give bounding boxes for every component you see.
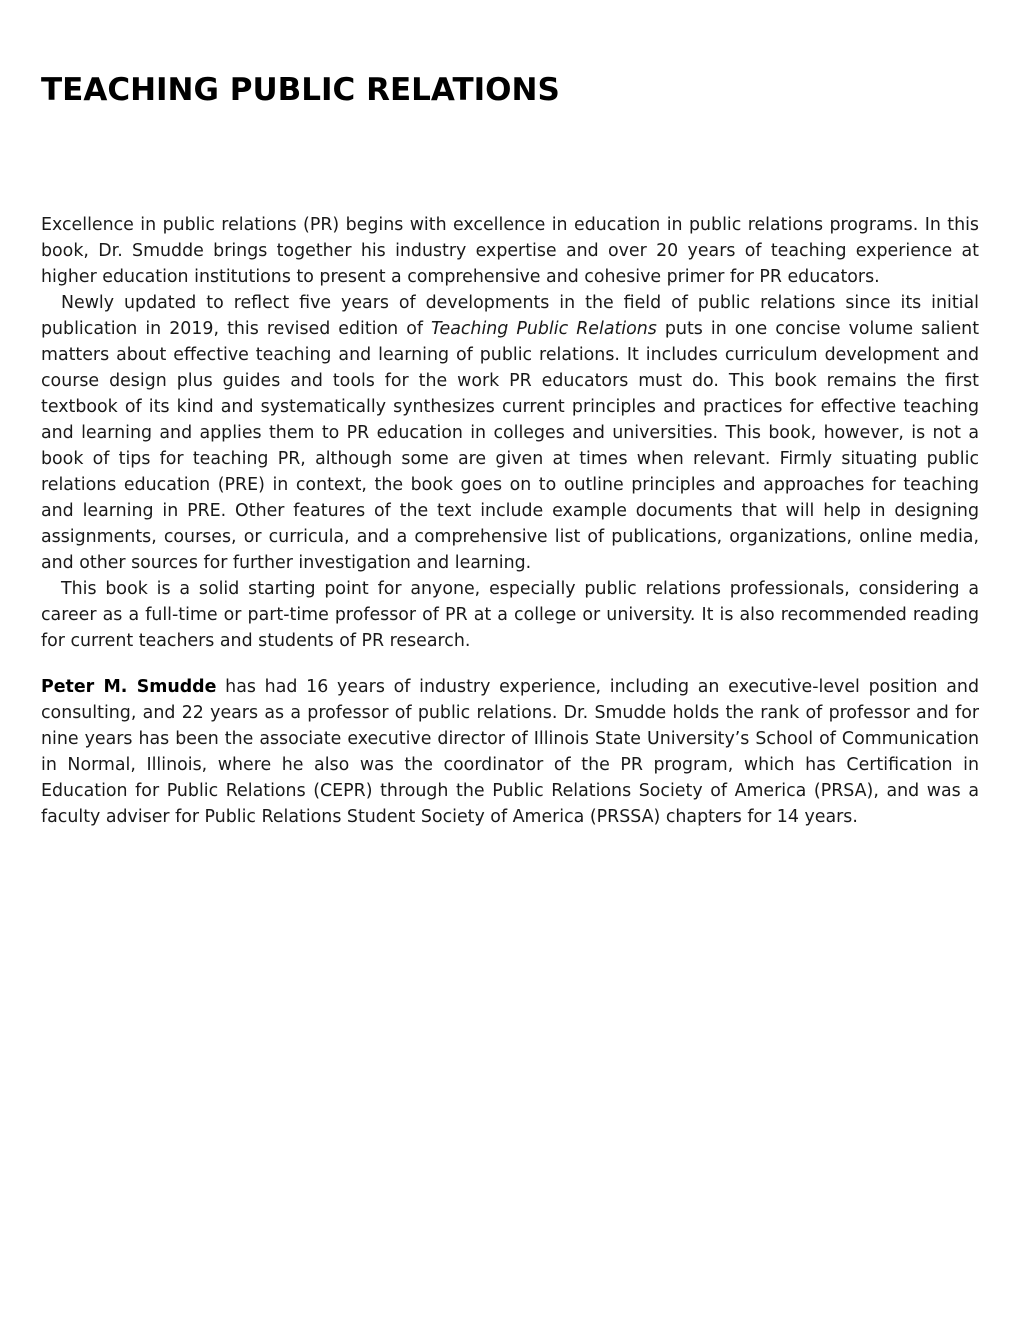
author-bio: [41, 674, 979, 830]
description-paragraph-3: This book is a solid starting point for anyone, especially public relations professionals, considering a career as a full-time or part-time professor of PR at a college or university. It is also recommended reading for current teachers and students of PR research.: [41, 579, 979, 651]
description-paragraph-2: [41, 290, 979, 576]
paragraph-2-lead-text: Newly updated to reflect five years of developments in the field of public relations since its initial publication in 2019, this revised edition of: [41, 293, 979, 339]
description-paragraph-1: Excellence in public relations (PR) begins with excellence in education in public relations programs. In this book, Dr. Smudde brings together his industry expertise and over 20 years of teaching experience at higher education institutions to present a comprehensive and cohesive primer for PR educators.: [41, 215, 979, 287]
author-name: Peter M. Smudde: [41, 677, 217, 697]
italic-book-title: Teaching Public Relations: [431, 319, 657, 339]
author-bio-text: has had 16 years of industry experience, including an executive-level position and consulting, and 22 years as a professor of public relations. Dr. Smudde holds the rank of professor and for nine years has been the associate executive director of Illinois State University’s School of Communication in Normal, Illinois, where he also was the coordinator of the PR program, which has Certification in Education for Public Relations (CEPR) through the Public Relations Society of America (PRSA), and was a faculty adviser for Public Relations Student Society of America (PRSSA) chapters for 14 years.: [41, 677, 979, 827]
book-title: TEACHING PUBLIC RELATIONS: [41, 72, 560, 108]
paragraph-2-body-text: puts in one concise volume salient matters about effective teaching and learning of public relations. It includes curriculum development and course design plus guides and tools for the work PR educators must do. This book remains the first textbook of its kind and systematically synthesizes current principles and practices for effective teaching and learning and applies them to PR education in colleges and universities. This book, however, is not a book of tips for teaching PR, although some are given at times when relevant. Firmly situating public relations education (PRE) in context, the book goes on to outline principles and approaches for teaching and learning in PRE. Other features of the text include example documents that will help in designing assignments, courses, or curricula, and a comprehensive list of publications, organizations, online media, and other sources for further investigation and learning.: [41, 319, 980, 573]
book-description: [41, 212, 979, 654]
